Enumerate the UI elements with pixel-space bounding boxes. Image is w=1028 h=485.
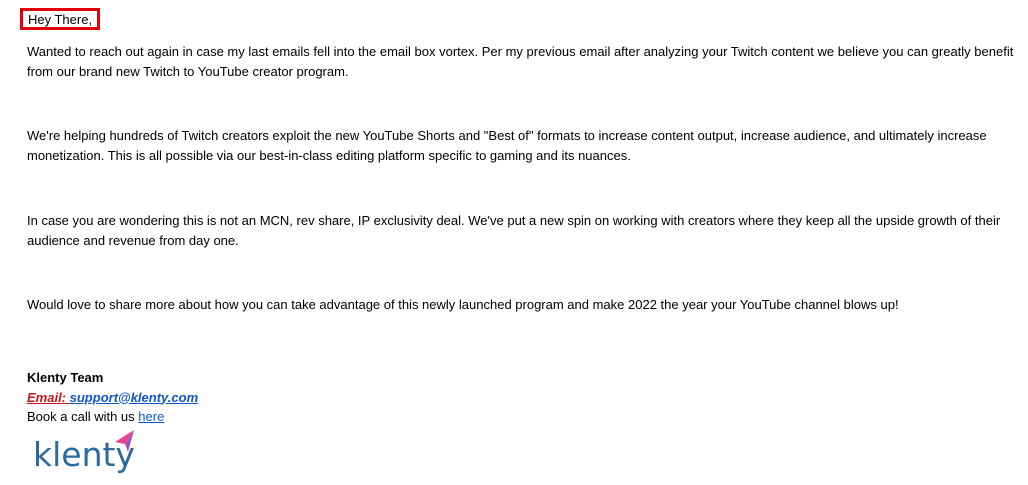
book-call-text: Book a call with us: [27, 409, 135, 424]
book-call-link[interactable]: here: [138, 409, 165, 424]
email-paragraph-1: Wanted to reach out again in case my last emails fell into the email box vortex. Per my previous email after analyzing your Twitch content we believe you can greatly benefit from our brand new Twitch to YouTube creator program.: [27, 44, 1014, 79]
email-paragraph-3: In case you are wondering this is not an MCN, rev share, IP exclusivity deal. We've put a new spin on working with creators where they keep all the upside growth of their audience and revenue from day one.: [27, 213, 1001, 248]
klenty-logo-text: klenty: [33, 435, 135, 474]
email-paragraph-4: Would love to share more about how you can take advantage of this newly launched program and make 2022 the year your YouTube channel blows up!: [27, 297, 899, 312]
signature-book-call-line: [27, 407, 198, 427]
signature-name: Klenty Team: [27, 370, 104, 385]
signature-email-line: [27, 388, 198, 408]
email-signature: [27, 368, 198, 427]
klenty-logo: [31, 428, 141, 480]
signature-email-label: Email:: [27, 389, 67, 405]
signature-email-link[interactable]: support@klenty.com: [69, 389, 199, 405]
greeting: Hey There,: [28, 12, 93, 27]
email-paragraph-2: We're helping hundreds of Twitch creators exploit the new YouTube Shorts and "Best of" formats to increase content output, increase audience, and ultimately increase monetization. This is all possible via our best-in-class editing platform specific to gaming and its nuances.: [27, 128, 987, 163]
